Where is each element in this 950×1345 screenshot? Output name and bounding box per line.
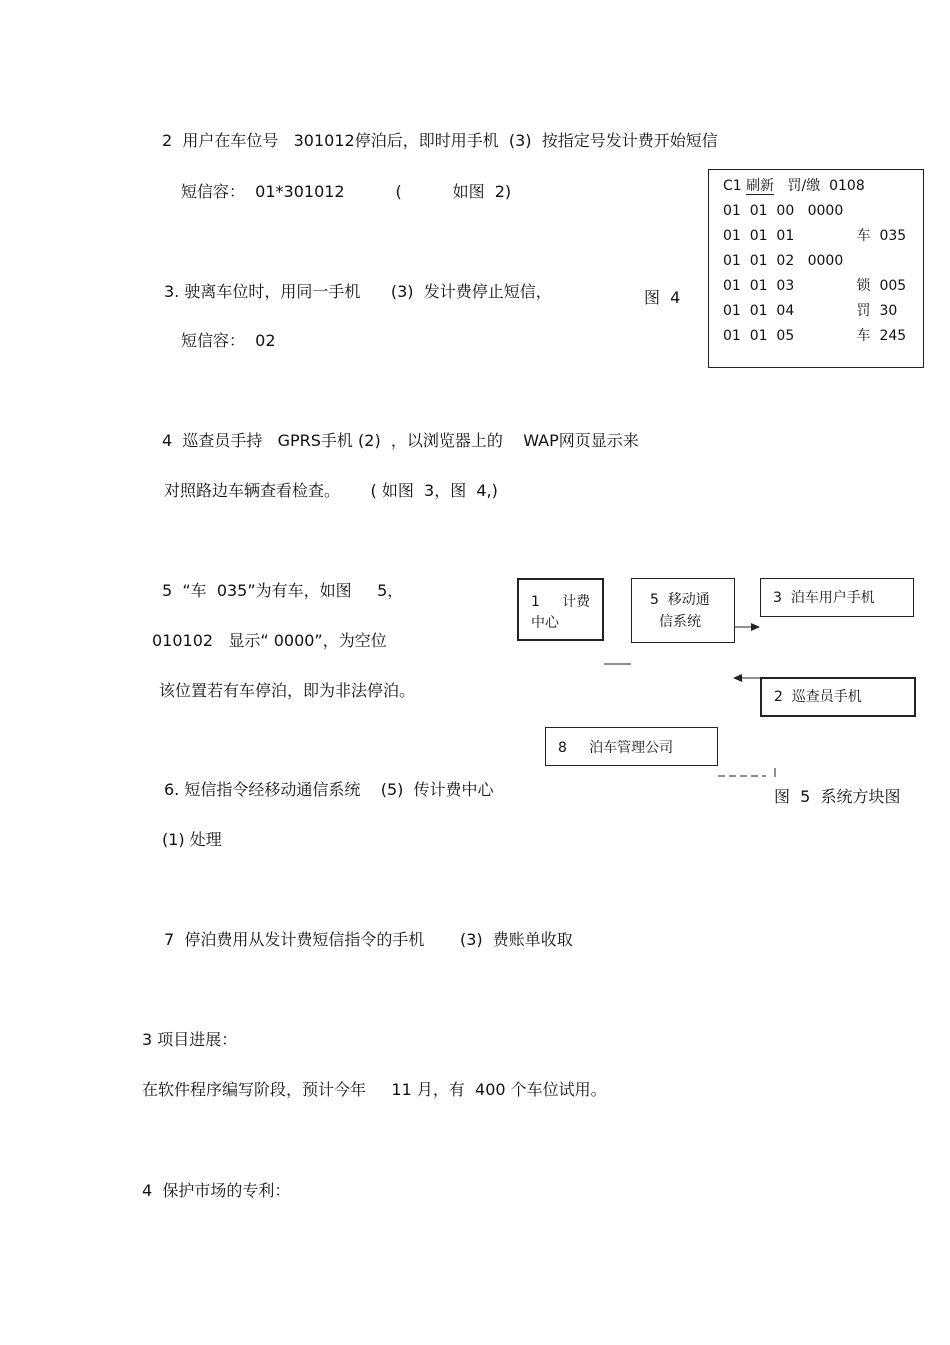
para6-line1: 6. 短信指令经移动通信系统 (5) 传计费中心 [164, 780, 494, 799]
figure4-row: 01 01 05 车 245 [723, 328, 907, 344]
billing-center-line1: 1 计费 [531, 594, 591, 610]
arrow-to-user-phone [735, 623, 760, 631]
figure4-row: 01 01 04 罚 30 [723, 303, 898, 319]
figure4-row: 01 01 00 0000 [723, 203, 844, 219]
para7-line1: 7 停泊费用从发计费短信指令的手机 (3) 费账单收取 [164, 930, 573, 949]
section4-title: 4 保护市场的专利： [142, 1181, 291, 1200]
para3-line1: 3. 驶离车位时，用同一手机 (3) 发计费停止短信， [164, 282, 552, 301]
para5-line3: 该位置若有车停泊，即为非法停泊。 [159, 681, 416, 700]
parking-company-label: 8 泊车管理公司 [558, 740, 674, 756]
section3-body: 在软件程序编写阶段，预计今年 11 月，有 400 个车位试用。 [142, 1080, 607, 1099]
para6-line2: (1) 处理 [162, 830, 222, 849]
figure4-header-code: C1 [723, 178, 742, 194]
para3-line2: 短信容： 02 [181, 331, 276, 350]
inspector-phone-label: 2 巡查员手机 [774, 689, 862, 705]
figure4-row: 01 01 03 锁 005 [723, 278, 907, 294]
figure4-caption: 图 4 [644, 288, 681, 307]
para5-line1: 5 “车 035”为有车，如图 5， [162, 581, 404, 600]
arrow-from-inspector [733, 674, 760, 682]
figure4-row: 01 01 01 车 035 [723, 228, 907, 244]
para4-line1: 4 巡查员手持 GPRS手机 (2) ，以浏览器上的 WAP网页显示来 [162, 431, 639, 450]
para2-line2: 短信容： 01*301012 ( 如图 2) [181, 182, 512, 201]
section3-title: 3 项目进展： [142, 1030, 238, 1049]
figure4-header-refresh: 刷新 [746, 178, 775, 194]
billing-center-line2: 中心 [531, 615, 559, 631]
figure4-row: 01 01 02 0000 [723, 253, 844, 269]
mobile-network-line2: 信系统 [659, 614, 701, 630]
para2-line1: 2 用户在车位号 301012停泊后，即时用手机 (3) 按指定号发计费开始短信 [162, 131, 718, 150]
mobile-network-line1: 5 移动通 [650, 592, 710, 608]
para4-line2: 对照路边车辆查看检查。 ( 如图 3，图 4,) [164, 481, 498, 500]
para5-line2: 010102 显示“ 0000”，为空位 [152, 631, 387, 650]
parking-user-phone-label: 3 泊车用户手机 [773, 590, 875, 606]
figure4-header-rest: 罚/缴 0108 [774, 178, 865, 194]
figure5-caption: 图 5 系统方块图 [774, 787, 901, 806]
